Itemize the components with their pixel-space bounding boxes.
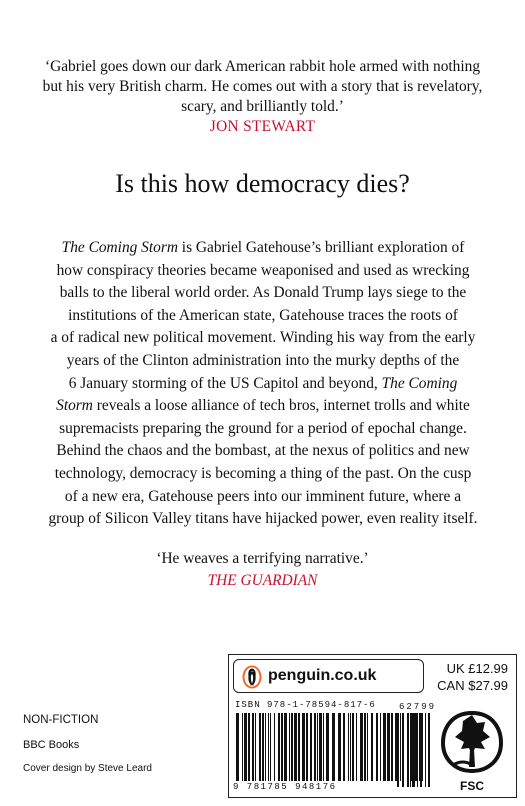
barcode-bar	[281, 713, 283, 781]
barcode-bar	[397, 713, 399, 787]
barcode-bar	[270, 713, 271, 781]
barcode-bar	[291, 713, 293, 781]
barcode-bar	[302, 713, 305, 781]
blurb-line: The Coming Storm is Gabriel Gatehouse’s brilliant exploration of	[61, 239, 465, 256]
barcode-bar	[364, 713, 366, 781]
price-addon-barcode	[396, 713, 430, 787]
barcode-bar	[310, 713, 312, 781]
blurb-line: Storm reveals a loose alliance of tech bros, internet trolls and white	[56, 397, 470, 415]
barcode-bar	[242, 713, 243, 781]
barcode-bar	[268, 713, 269, 781]
imprint-label: BBC Books	[23, 739, 80, 751]
category-label: NON-FICTION	[23, 714, 99, 726]
barcode-bar	[338, 713, 341, 781]
barcode-bar	[380, 713, 381, 781]
barcode-bar	[274, 713, 275, 781]
barcode-bar	[326, 713, 329, 781]
barcode-bar	[352, 713, 354, 781]
blurb	[48, 237, 478, 531]
barcode-bar	[356, 713, 357, 781]
quote-text: ‘He weaves a terrifying narrative.’	[156, 550, 369, 567]
blurb-line: how conspiracy theories became weaponised and used as wrecking	[56, 261, 470, 279]
barcode-bar	[314, 713, 316, 781]
barcode-digits: 9 781785 948176	[233, 782, 337, 792]
barcode-bar	[343, 713, 345, 781]
book-title: Storm	[56, 397, 93, 415]
book-title: The Coming	[381, 374, 458, 392]
barcode-bar	[255, 713, 256, 781]
barcode-bar	[236, 713, 239, 781]
book-title: The Coming Storm	[61, 239, 178, 256]
blurb-line: institutions of the American state, Gatehouse traces the roots of	[68, 306, 458, 324]
price-uk: UK £12.99	[446, 661, 508, 676]
quote-attribution: JON STEWART	[209, 118, 316, 135]
barcode-bar	[332, 713, 335, 781]
barcode-bar	[248, 713, 250, 781]
barcode-bar	[417, 713, 418, 787]
blurb-line: a of radical new political movement. Winding his way from the early	[50, 329, 476, 347]
barcode-bar	[265, 713, 266, 781]
barcode-bar	[323, 713, 324, 781]
penguin-logo-icon	[242, 665, 262, 689]
barcode-bar	[348, 713, 349, 781]
barcode-bar	[420, 713, 422, 787]
barcode-panel	[228, 654, 517, 798]
quote-line: but his very British charm. He comes out with a story that is revelatory,	[42, 78, 483, 95]
barcode-bar	[360, 713, 363, 781]
addon-digits: 62799	[399, 702, 437, 712]
barcode-bar	[259, 713, 261, 781]
barcode-bar	[367, 713, 368, 781]
praise-quote-top	[0, 57, 525, 137]
barcode-bar	[376, 713, 378, 781]
blurb-line: group of Silicon Valley titans have hijacked power, even reality itself.	[48, 510, 478, 528]
barcode-bar	[350, 713, 351, 781]
barcode-bar	[298, 713, 300, 781]
barcode-bar	[383, 713, 386, 781]
quote-line: ‘Gabriel goes down our dark American rabbit hole armed with nothing	[44, 58, 481, 75]
cover-credit: Cover design by Steve Leard	[23, 763, 152, 774]
quote-attribution: THE GUARDIAN	[207, 572, 318, 589]
barcode-bar	[317, 713, 318, 781]
barcode-bar	[387, 713, 390, 781]
blurb-line: balls to the liberal world order. As Donald Trump lays siege to the	[59, 284, 467, 302]
barcode-bar	[391, 713, 393, 781]
barcode-bar	[294, 713, 297, 781]
fsc-tree-icon	[433, 709, 511, 777]
barcode-bar	[284, 713, 287, 781]
barcode-bar	[244, 713, 247, 781]
barcode-bar	[278, 713, 280, 781]
barcode-bar	[252, 713, 254, 781]
price-can: CAN $27.99	[437, 678, 508, 693]
barcode-bar	[410, 713, 411, 787]
isbn-text: ISBN 978-1-78594-817-6	[235, 700, 376, 710]
blurb-line: technology, democracy is becoming a thing of the past. On the cusp	[54, 464, 472, 482]
publisher-url: penguin.co.uk	[268, 667, 377, 684]
fsc-logo	[433, 709, 511, 793]
barcode-bar	[319, 713, 322, 781]
barcode-bar	[407, 713, 409, 787]
barcode-bar	[371, 713, 373, 781]
praise-quote-bottom	[0, 548, 525, 592]
fsc-label: FSC	[460, 779, 484, 793]
blurb-line: Behind the chaos and the bombast, at the nexus of politics and new	[56, 442, 470, 460]
blurb-line: of a new era, Gatehouse peers into our imminent future, where a	[64, 487, 462, 505]
quote-line: scary, and brilliantly told.’	[181, 98, 344, 115]
blurb-line: 6 January storming of the US Capitol and beyond, The Coming	[68, 374, 458, 392]
barcode-bar	[306, 713, 308, 781]
barcode-bar	[402, 713, 404, 787]
blurb-line: years of the Clinton administration into the murky depths of the	[66, 351, 460, 369]
barcode-bar	[428, 713, 430, 787]
barcode-bar	[425, 713, 426, 787]
headline: Is this how democracy dies?	[115, 169, 410, 198]
blurb-line: supremacists preparing the ground for a period of epochal change.	[59, 419, 467, 437]
publisher-url-box	[233, 659, 424, 693]
barcode-bar	[262, 713, 264, 781]
barcode-bar	[289, 713, 290, 781]
barcode-bar	[412, 713, 415, 787]
